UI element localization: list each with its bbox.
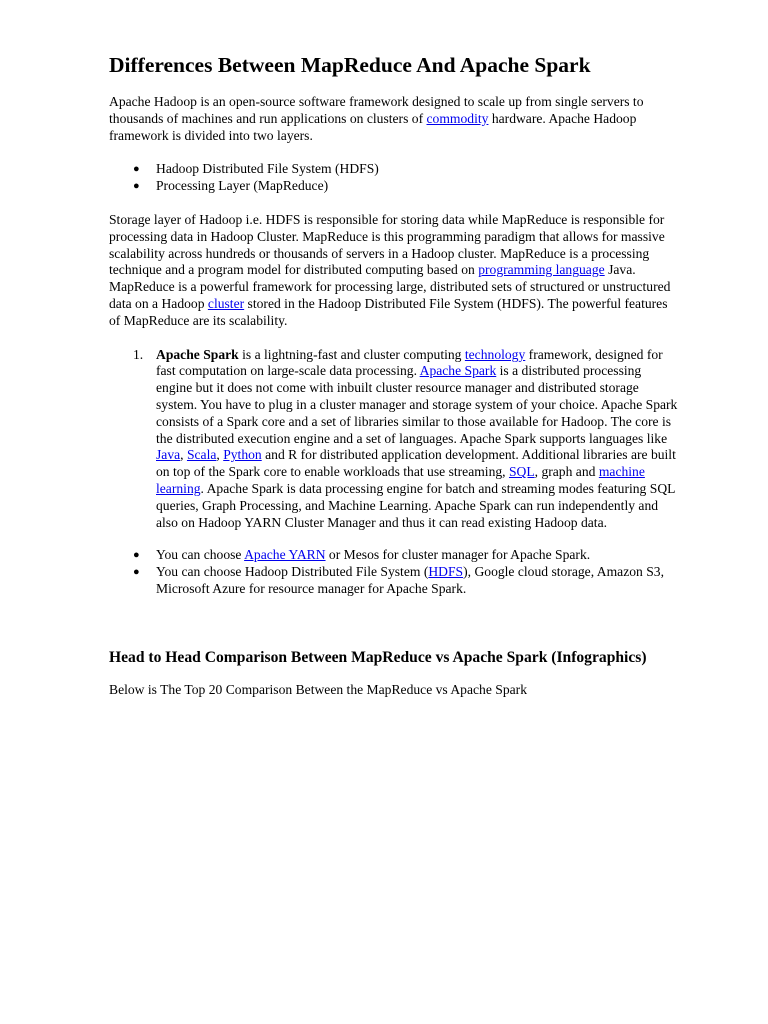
link-sql[interactable]: SQL [508, 464, 535, 480]
list-item: ● Hadoop Distributed File System (HDFS) [133, 161, 379, 177]
closing-paragraph: Below is The Top 20 Comparison Between the MapReduce vs Apache Spark [109, 681, 527, 697]
list-item: ● You can choose Hadoop Distributed File System (HDFS), Google cloud storage, Amazon S3, Microsoft Azure for resource manager for Apache Spark. [133, 564, 664, 596]
link-machine-learning[interactable]: machine learning [156, 464, 645, 496]
section-heading: Head to Head Comparison Between MapReduce vs Apache Spark (Infographics) [109, 648, 647, 666]
layers-list [109, 161, 679, 195]
link-technology[interactable]: technology [464, 346, 526, 362]
bullet-icon: ● [133, 566, 140, 579]
link-java[interactable]: Java [156, 447, 181, 463]
list-item: ● Processing Layer (MapReduce) [133, 178, 329, 194]
intro-paragraph: Apache Hadoop is an open-source software framework designed to scale up from single servers to thousands of machines and run applications on clusters of commodity hardware. Apache Hadoop framework is divided into two layers. [109, 94, 644, 143]
link-python[interactable]: Python [223, 447, 262, 463]
bullet-icon: ● [133, 549, 140, 562]
link-programming-language[interactable]: programming language [478, 262, 605, 278]
link-apache-spark[interactable]: Apache Spark [419, 363, 497, 379]
choices-list [109, 547, 679, 597]
list-item-apache-spark: 1. Apache Spark is a lightning-fast and cluster computing technology framework, designed for fast computation on large-scale data processing. Apache Spark is a distributed processing engine but it does not come with inbuilt cluster resource manager and distributed storage system. You have to plug in a cluster manager and storage system of your choice. Apache Spark consists of a Spark core and a set of libraries similar to those available for Hadoop. The core is the distributed execution engine and a set of languages. Apache Spark supports languages like Java, Scala, Python and R for distributed application development. Additional libraries are built on top of the Spark core to enable workloads that use streaming, SQL, graph and machine learning. Apache Spark is data processing engine for batch and streaming modes featuring SQL queries, Graph Processing, and Machine Learning. Apache Spark can run independently and also on Hadoop YARN Cluster Manager and thus it can read existing Hadoop data. [133, 346, 678, 530]
bullet-icon: ● [133, 163, 140, 176]
storage-paragraph: Storage layer of Hadoop i.e. HDFS is responsible for storing data while MapReduce is responsible for processing data in Hadoop Cluster. MapReduce is this programming paradigm that allows for massive scalability across hundreds or thousands of servers in a Hadoop cluster. MapReduce is a processing technique and a program model for distributed computing based on programming language Java. MapReduce is a powerful framework for processing large, distributed sets of structured or unstructured data on a Hadoop cluster stored in the Hadoop Distributed File System (HDFS). The powerful features of MapReduce are its scalability. [109, 211, 671, 328]
link-cluster[interactable]: cluster [207, 295, 245, 311]
bullet-icon: ● [133, 180, 140, 193]
list-number: 1. [133, 346, 144, 362]
spark-list [109, 347, 679, 532]
link-apache-yarn[interactable]: Apache YARN [244, 547, 326, 563]
link-commodity[interactable]: commodity [426, 110, 489, 126]
link-hdfs[interactable]: HDFS [428, 564, 464, 580]
page-title: Differences Between MapReduce And Apache Spark [109, 53, 591, 77]
document-page [109, 52, 679, 699]
list-item: ● You can choose Apache YARN or Mesos for cluster manager for Apache Spark. [133, 547, 591, 563]
apache-spark-bold: Apache Spark [156, 346, 239, 362]
link-scala[interactable]: Scala [186, 447, 217, 463]
